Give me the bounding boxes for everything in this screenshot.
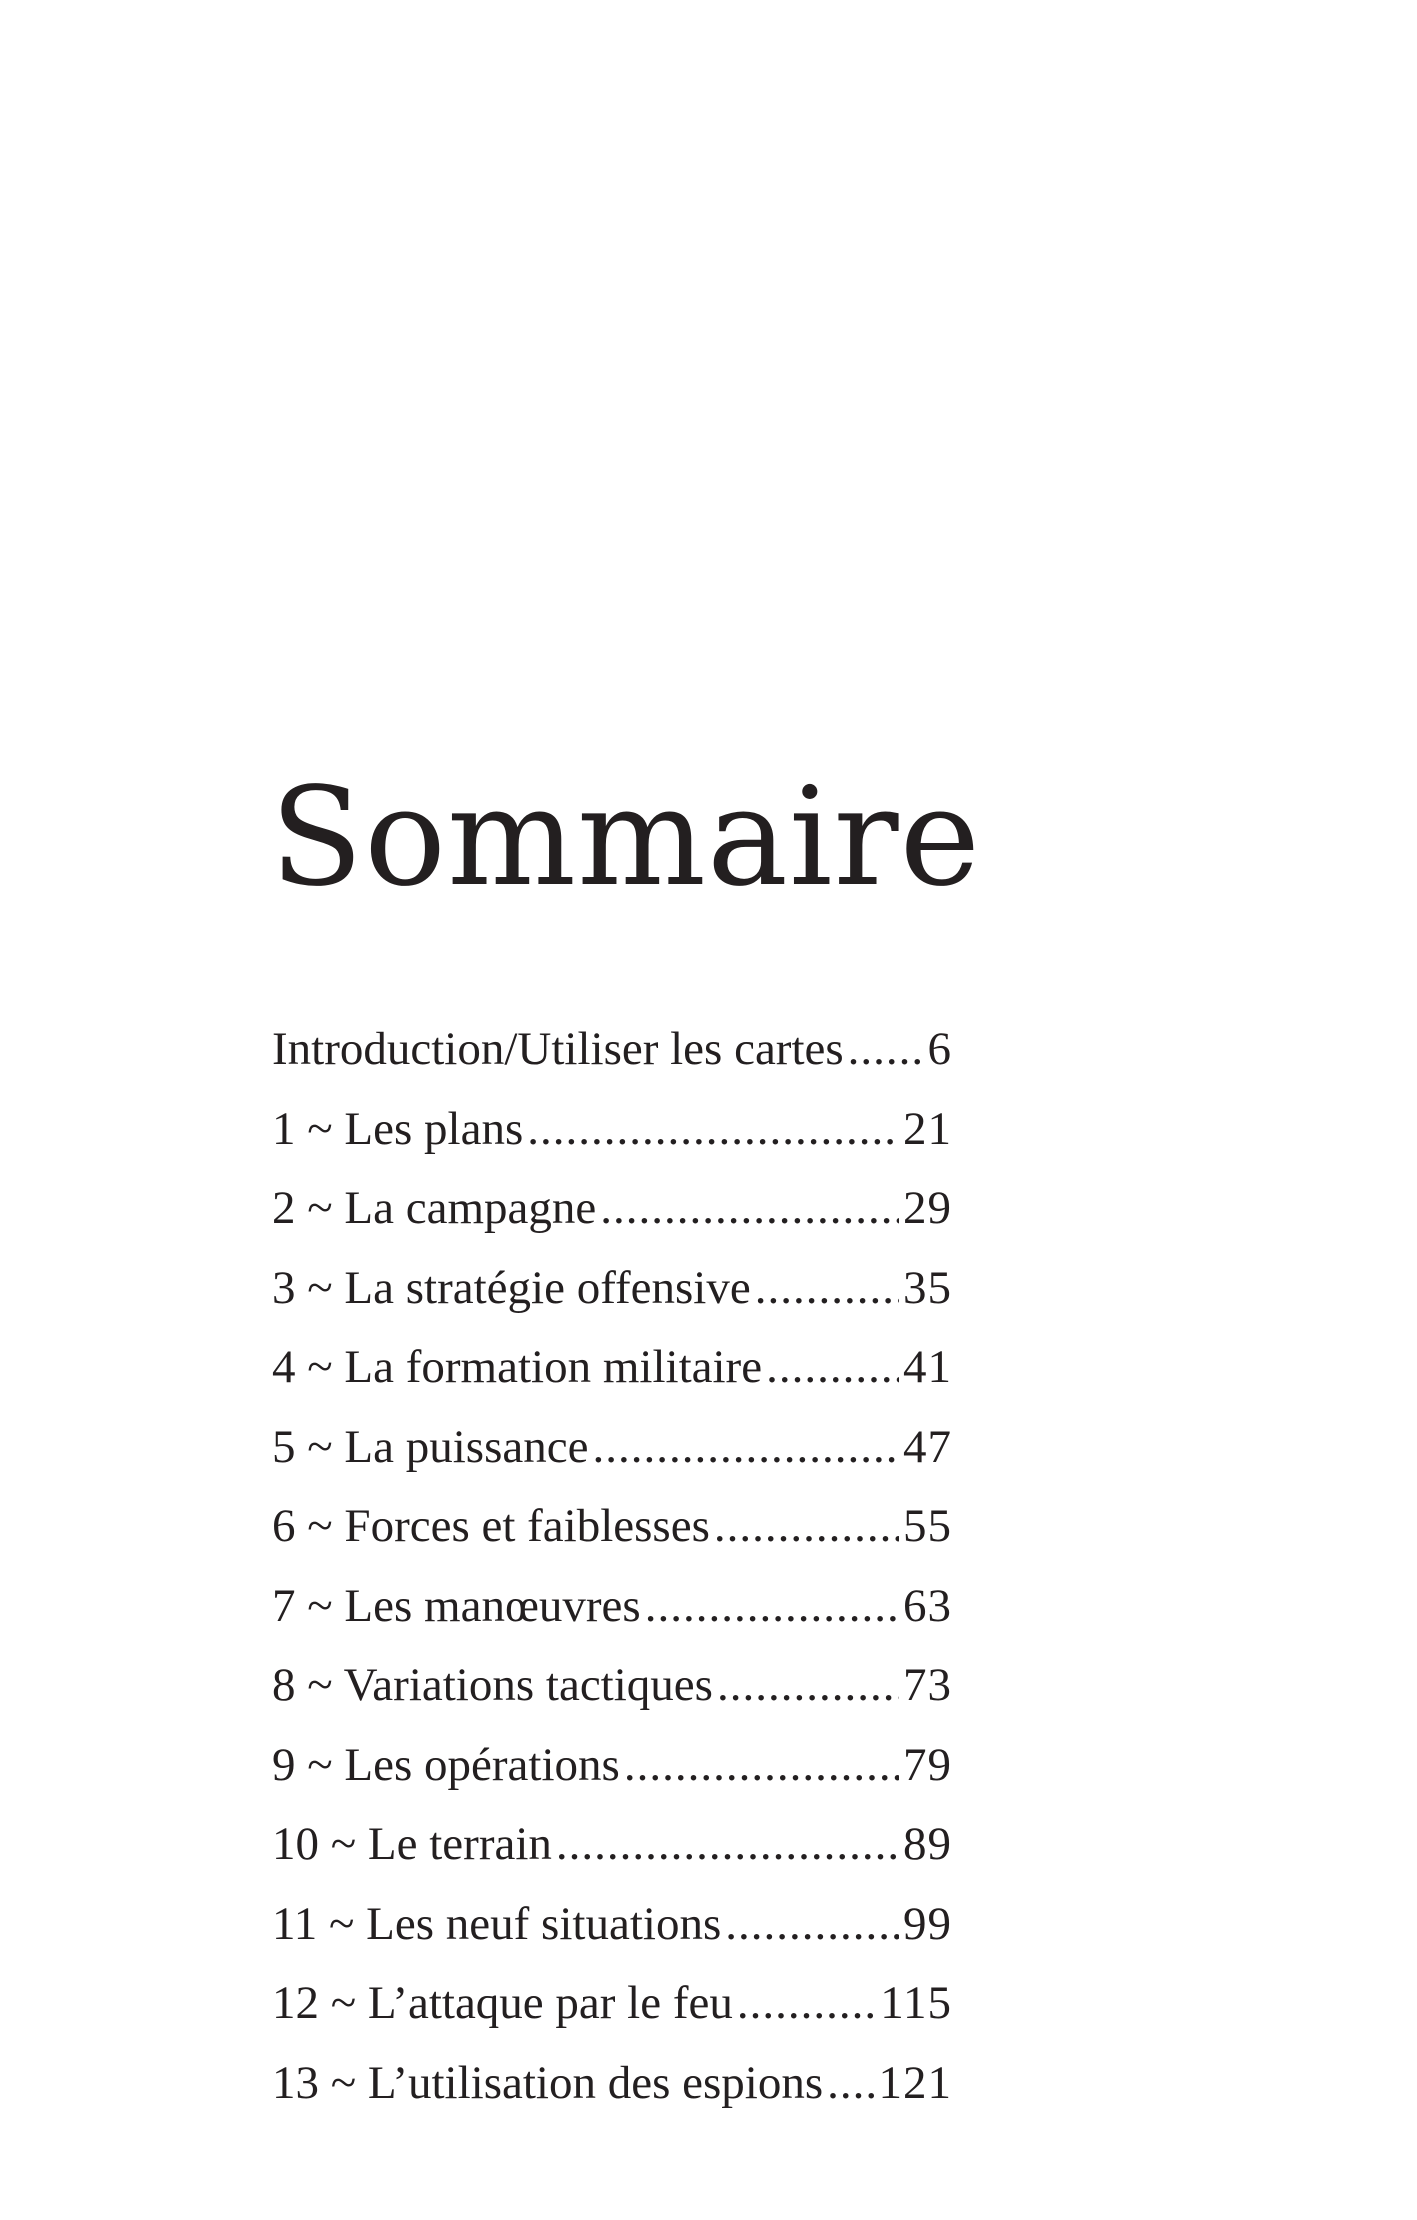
toc-entry-chapter-1[interactable]: [272, 1090, 952, 1170]
toc-entry-label: Introduction/Utiliser les cartes: [272, 1023, 844, 1075]
toc-entry-chapter-4[interactable]: [272, 1328, 952, 1408]
toc-dot-leader: [848, 1010, 924, 1090]
toc-dot-leader: [717, 1646, 899, 1726]
toc-dot-leader: [624, 1726, 899, 1806]
toc-dot-leader: [645, 1567, 899, 1647]
toc-entry-page-number: 63: [903, 1579, 952, 1632]
toc-entry-label: 3 ~ La stratégie offensive: [272, 1261, 751, 1314]
toc-dot-leader: [737, 1964, 876, 2044]
toc-entry-chapter-8[interactable]: [272, 1646, 952, 1726]
toc-entry-label: 9 ~ Les opérations: [272, 1738, 620, 1791]
toc-entry-page-number: 89: [903, 1818, 952, 1870]
toc-entry-chapter-13[interactable]: [272, 2044, 952, 2124]
toc-entry-label: 6 ~ Forces et faiblesses: [272, 1500, 710, 1552]
toc-dot-leader: [755, 1249, 899, 1329]
toc-entry-chapter-3[interactable]: [272, 1249, 952, 1329]
toc-entry-page-number: 6: [927, 1023, 952, 1075]
toc-entry-page-number: 21: [903, 1102, 952, 1155]
toc-entry-label: 8 ~ Variations tactiques: [272, 1659, 713, 1711]
toc-entry-chapter-5[interactable]: [272, 1408, 952, 1488]
toc-entry-chapter-12[interactable]: [272, 1964, 952, 2044]
toc-entry-label: 10 ~ Le terrain: [272, 1818, 552, 1870]
toc-entry-chapter-11[interactable]: [272, 1885, 952, 1965]
toc-entry-introduction[interactable]: [272, 1010, 952, 1090]
table-of-contents: [272, 1010, 952, 2123]
toc-entry-label: 11 ~ Les neuf situations: [272, 1897, 722, 1950]
toc-entry-page-number: 73: [903, 1659, 952, 1711]
toc-entry-label: 12 ~ L’attaque par le feu: [272, 1977, 733, 2029]
toc-entry-label: 1 ~ Les plans: [272, 1102, 524, 1155]
toc-entry-page-number: 29: [903, 1182, 952, 1234]
toc-entry-page-number: 41: [903, 1341, 952, 1393]
toc-dot-leader: [600, 1169, 899, 1249]
toc-dot-leader: [556, 1805, 899, 1885]
toc-entry-chapter-10[interactable]: [272, 1805, 952, 1885]
page-title: Sommaire: [270, 759, 982, 917]
toc-entry-label: 2 ~ La campagne: [272, 1182, 597, 1234]
toc-entry-page-number: 79: [903, 1738, 952, 1791]
toc-dot-leader: [527, 1090, 899, 1170]
toc-entry-page-number: 115: [880, 1977, 952, 2029]
toc-entry-page-number: 55: [903, 1500, 952, 1552]
toc-entry-page-number: 121: [878, 2056, 952, 2109]
toc-entry-page-number: 47: [903, 1420, 952, 1473]
toc-entry-chapter-7[interactable]: [272, 1567, 952, 1647]
toc-entry-chapter-6[interactable]: [272, 1487, 952, 1567]
toc-entry-label: 5 ~ La puissance: [272, 1420, 589, 1473]
toc-dot-leader: [766, 1328, 899, 1408]
toc-dot-leader: [827, 2044, 874, 2124]
toc-entry-label: 13 ~ L’utilisation des espions: [272, 2056, 824, 2109]
toc-entry-chapter-9[interactable]: [272, 1726, 952, 1806]
toc-dot-leader: [714, 1487, 899, 1567]
toc-entry-chapter-2[interactable]: [272, 1169, 952, 1249]
toc-entry-page-number: 35: [903, 1261, 952, 1314]
toc-entry-page-number: 99: [903, 1897, 952, 1950]
toc-entry-label: 7 ~ Les manœuvres: [272, 1579, 641, 1632]
toc-dot-leader: [592, 1408, 899, 1488]
toc-dot-leader: [725, 1885, 899, 1965]
toc-entry-label: 4 ~ La formation militaire: [272, 1341, 763, 1393]
